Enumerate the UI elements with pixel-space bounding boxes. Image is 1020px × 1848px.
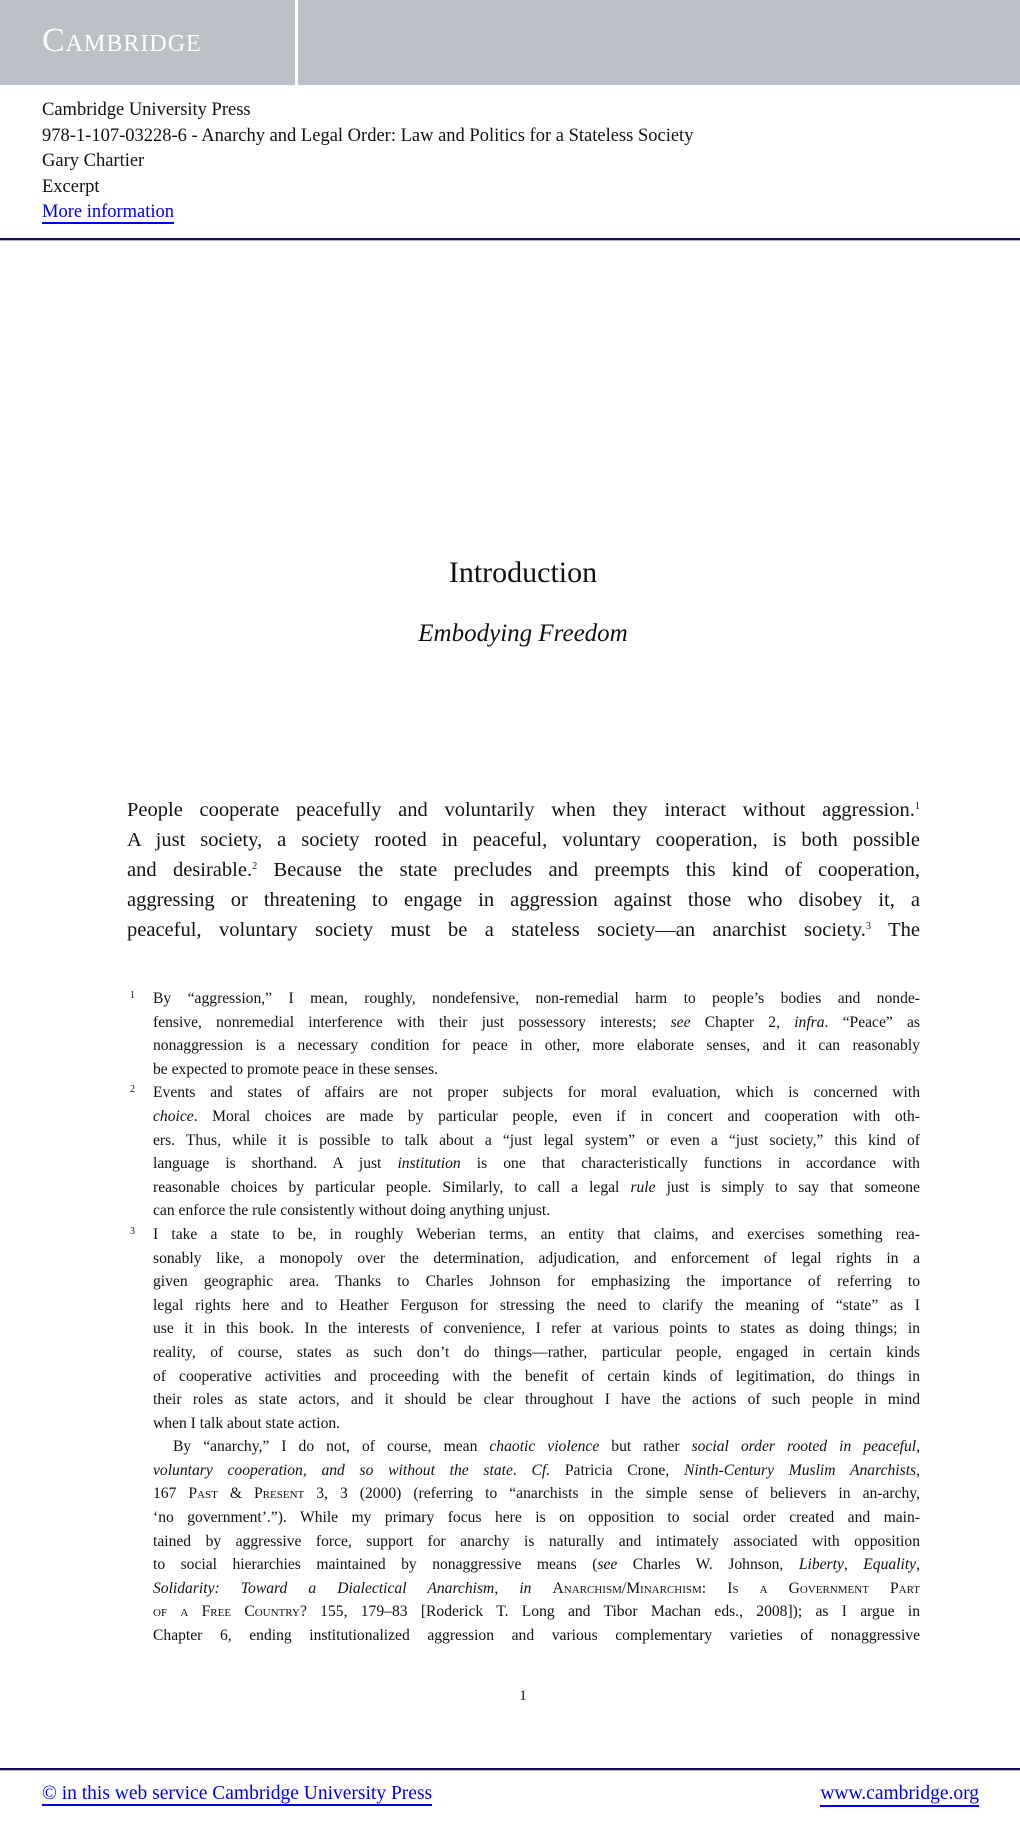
text-run: aggressing or threatening to engage in aggression against those who disobey it, a [127, 889, 920, 911]
text-run: People cooperate peacefully and voluntarily when they interact without aggression. [127, 799, 915, 821]
text-run: 155, 179–83 [Roderick T. Long and Tibor Machan eds., 2008]); as I argue in [306, 1603, 920, 1621]
text-run: their roles as state actors, and it should be clear throughout I have the actions of such people in mind [153, 1391, 920, 1409]
footnote-marker: 2 [252, 860, 258, 872]
text-run: infra [794, 1013, 825, 1031]
footnote-number: 3 [130, 1225, 135, 1237]
text-run: legal rights here and to Heather Ferguson for stressing the need to clarify the meaning of “state” as I [153, 1296, 920, 1314]
text-run: when I talk about state action. [153, 1414, 341, 1432]
text-run: sonably like, a monopoly over the determination, adjudication, and enforcement of legal rights in a [153, 1249, 920, 1267]
copyright-link[interactable]: © in this web service Cambridge University Press [42, 1783, 433, 1804]
header-rule [0, 238, 1020, 241]
footer [42, 1783, 979, 1805]
content-type: Excerpt [42, 176, 100, 197]
text-run: Equality [863, 1556, 917, 1574]
text-line [153, 1105, 920, 1129]
text-run: rule [630, 1178, 656, 1196]
text-run: see [597, 1556, 618, 1574]
text-run: institution [397, 1155, 461, 1173]
text-line [153, 1223, 920, 1247]
text-line [153, 1530, 920, 1554]
text-line [153, 1577, 920, 1601]
text-run: but rather [599, 1438, 692, 1456]
header-band [0, 0, 1020, 85]
text-run: Events and states of affairs are not proper subjects for moral evaluation, which is concerned with [153, 1084, 920, 1102]
text-run: Chapter 2, [690, 1013, 795, 1031]
text-run: reality, of course, states as such don’t do things—rather, particular people, engaged in certain kinds [153, 1343, 920, 1361]
cambridge-site-link[interactable]: www.cambridge.org [820, 1783, 979, 1807]
text-run: Solidarity: Toward a Dialectical Anarchism [153, 1579, 495, 1597]
text-line [153, 1247, 920, 1271]
text-run: By “anarchy,” I do not, of course, mean [173, 1438, 490, 1456]
footnote [130, 1081, 920, 1223]
footnote-marker: 3 [865, 920, 872, 932]
text-line [153, 1081, 920, 1105]
author: Gary Chartier [42, 151, 145, 171]
text-run: Past & Present [188, 1485, 305, 1503]
footnote [130, 1223, 920, 1648]
text-run: I take a state to be, in roughly Weberian terms, an entity that claims, and exercises something rea- [153, 1225, 920, 1243]
text-run: reasonable choices by particular people. Similarly, to call a legal [153, 1178, 631, 1196]
text-run: . Moral choices are made by particular people, even if in concert and cooperation with oth- [193, 1107, 920, 1125]
text-run: , [843, 1556, 864, 1574]
text-run: fensive, nonremedial interference with their just possessory interests; [153, 1013, 671, 1031]
page-number: 1 [519, 1688, 527, 1704]
text-line [153, 1388, 920, 1412]
footnote-marker: 1 [914, 800, 920, 812]
text-line [153, 1034, 920, 1058]
footnote [130, 987, 920, 1081]
text-line [153, 1435, 920, 1459]
body-text [127, 795, 920, 945]
text-run: of cooperative activities and proceeding with the benefit of certain kinds of legitimation, do things in [153, 1367, 920, 1385]
text-run: social order rooted in peaceful, [691, 1438, 920, 1456]
text-run: Patricia Crone, [550, 1461, 684, 1479]
text-run: . [512, 1461, 532, 1479]
band-divider [295, 0, 298, 85]
text-run: be expected to promote peace in these senses. [153, 1060, 438, 1078]
footnote-number: 2 [130, 1084, 135, 1096]
text-line [153, 1199, 920, 1223]
text-line [127, 795, 920, 825]
text-line [127, 885, 920, 915]
text-line [153, 1412, 920, 1436]
text-line [153, 1553, 920, 1577]
chapter-title: Introduction [448, 556, 598, 589]
text-line [153, 987, 920, 1011]
text-run: 167 [153, 1485, 189, 1503]
text-run: can enforce the rule consistently without doing anything unjust. [153, 1202, 551, 1220]
text-run: nonaggression is a necessary condition for peace in other, more elaborate senses, and it can reasonably [153, 1037, 920, 1055]
text-line [153, 1365, 920, 1389]
text-run: to social hierarchies maintained by nonaggressive means ( [153, 1556, 598, 1574]
book-metadata [42, 98, 693, 226]
text-run: tained by aggressive force, support for anarchy is naturally and intimately associated with opposition [153, 1532, 920, 1550]
book-title: 978-1-107-03228-6 - Anarchy and Legal Order: Law and Politics for a Stateless Society [42, 125, 694, 146]
more-information-link[interactable]: More information [42, 202, 175, 222]
text-run: choice [153, 1107, 194, 1125]
text-run: , [494, 1579, 520, 1597]
text-line [153, 1270, 920, 1294]
publisher: Cambridge University Press [42, 100, 251, 120]
text-line [127, 825, 920, 855]
text-line [153, 1176, 920, 1200]
text-run: By “aggression,” I mean, roughly, nondefensive, non-remedial harm to people’s bodies and nonde- [153, 990, 920, 1007]
text-run: Charles W. Johnson, [617, 1556, 799, 1574]
text-line [127, 915, 920, 945]
text-run: 3, 3 (2000) (referring to “anarchists in the simple sense of believers in an-archy, [304, 1485, 920, 1503]
text-line [153, 1317, 920, 1341]
text-line [153, 1058, 920, 1082]
text-run: The [871, 919, 920, 941]
text-line [153, 1459, 920, 1483]
text-run: see [670, 1013, 691, 1031]
text-run: , [916, 1556, 921, 1574]
text-run: given geographic area. Thanks to Charles Johnson for emphasizing the importance of referring to [153, 1273, 920, 1291]
text-run: voluntary cooperation, and so without the state [153, 1461, 513, 1479]
text-run: . “Peace” as [824, 1013, 920, 1031]
text-run: Chapter 6, ending institutionalized aggression and various complementary varieties of nonaggressive [153, 1627, 920, 1645]
text-run: language is shorthand. A just [153, 1155, 398, 1173]
text-run: use it in this book. In the interests of convenience, I refer at various points to states as doing things; in [153, 1320, 920, 1338]
text-run: Because the state precludes and preempts this kind of cooperation, [257, 859, 920, 881]
text-run: peaceful, voluntary society must be a stateless society—an anarchist society. [127, 919, 866, 941]
text-run: ‘no government’.”). While my primary focus here is on opposition to social order created and main- [153, 1509, 920, 1527]
footnotes [130, 987, 920, 1648]
text-run: ers. Thus, while it is possible to talk about a “just legal system” or even a “just society,” this kind of [153, 1131, 920, 1149]
text-line [127, 855, 920, 885]
text-run: in [519, 1579, 532, 1597]
text-run [531, 1580, 552, 1597]
text-run: Ninth-Century Muslim Anarchists [683, 1461, 917, 1479]
cambridge-logo: Cambridge [42, 22, 202, 59]
text-run: and desirable. [127, 859, 253, 881]
text-line [153, 1624, 920, 1648]
text-run: just is simply to say that someone [655, 1178, 920, 1196]
text-run: Liberty [798, 1556, 844, 1574]
text-line [153, 1506, 920, 1530]
text-line [153, 1482, 920, 1506]
text-line [153, 1294, 920, 1318]
text-run: Cf. [531, 1461, 551, 1479]
text-line [153, 1129, 920, 1153]
text-line [153, 1011, 920, 1035]
text-run: chaotic violence [489, 1438, 600, 1456]
footer-rule [0, 1768, 1020, 1771]
text-run: A just society, a society rooted in peaceful, voluntary cooperation, is both possible [127, 829, 920, 851]
text-run: Anarchism/Minarchism: Is a Government Part [552, 1579, 921, 1597]
text-line [153, 1600, 920, 1624]
chapter-subtitle: Embodying Freedom [418, 620, 628, 647]
text-run: of a Free Country? [153, 1603, 307, 1621]
text-run: , [916, 1461, 920, 1479]
footnote-number: 1 [130, 990, 135, 1001]
text-line [153, 1152, 920, 1176]
text-line [153, 1341, 920, 1365]
text-run: is one that characteristically functions in accordance with [460, 1155, 920, 1173]
